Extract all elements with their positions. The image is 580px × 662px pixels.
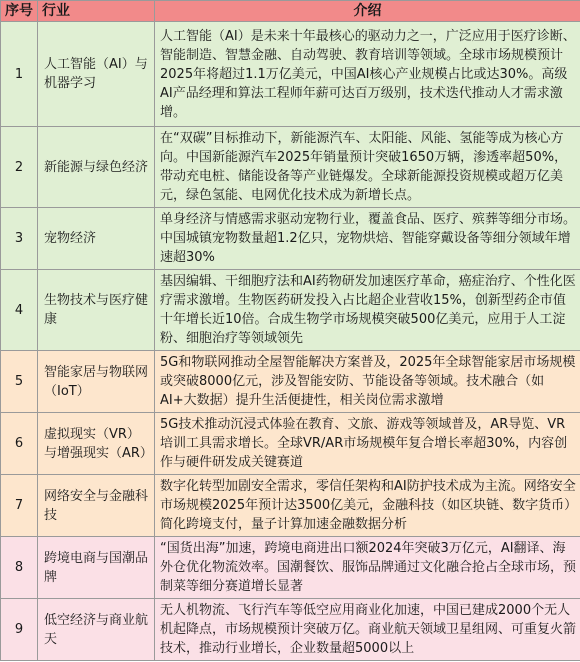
- table-row: [1, 208, 580, 270]
- row-intro: 基因编辑、干细胞疗法和AI药物研发加速医疗革命，癌症治疗、个性化医疗需求激增。生物医药研发投入占比超企业营收15%，创新型药企市值十年增长近10倍。合成生物学市场规模突破500亿美元，应用于人工淀粉、细胞治疗等领域领先: [155, 270, 580, 351]
- table-row: [1, 475, 580, 537]
- row-industry: 跨境电商与国潮品牌: [38, 537, 155, 599]
- row-industry: 新能源与绿色经济: [38, 127, 155, 208]
- row-intro: 5G技术推动沉浸式体验在教育、文旅、游戏等领域普及，AR导览、VR培训工具需求增长。全球VR/AR市场规模年复合增长率超30%，内容创作与硬件研发成关键赛道: [155, 413, 580, 475]
- table-row: [1, 270, 580, 351]
- row-number: 1: [1, 22, 38, 127]
- row-number: 2: [1, 127, 38, 208]
- row-number: 9: [1, 599, 38, 661]
- table-row: [1, 413, 580, 475]
- table-row: [1, 537, 580, 599]
- row-intro: 数字化转型加剧安全需求，零信任架构和AI防护技术成为主流。网络安全市场规模2025年预计达3500亿美元，金融科技（如区块链、数字货币）简化跨境支付，量子计算加速金融数据分析: [155, 475, 580, 537]
- row-number: 4: [1, 270, 38, 351]
- header-num: 序号: [1, 1, 38, 22]
- table-header-row: [1, 1, 580, 22]
- row-intro: 无人机物流、飞行汽车等低空应用商业化加速，中国已建成2000个无人机起降点，市场规模预计突破万亿。商业航天领域卫星组网、可重复火箭技术，推动行业增长，企业数量超5000以上: [155, 599, 580, 661]
- row-intro: 人工智能（AI）是未来十年最核心的驱动力之一，广泛应用于医疗诊断、智能制造、智慧金融、自动驾驶、教育培训等领域。全球市场规模预计2025年将超过1.1万亿美元，中国AI核心产业规模占比或达30%。高级AI产品经理和算法工程师年薪可达百万级别，技术迭代推动人才需求激增。: [155, 22, 580, 127]
- row-intro: 单身经济与情感需求驱动宠物行业，覆盖食品、医疗、殡葬等细分市场。中国城镇宠物数量超1.2亿只，宠物烘焙、智能穿戴设备等细分领域年增速超30%: [155, 208, 580, 270]
- row-industry: 虚拟现实（VR）与增强现实（AR）: [38, 413, 155, 475]
- table-row: [1, 127, 580, 208]
- row-intro: 5G和物联网推动全屋智能解决方案普及，2025年全球智能家居市场规模或突破8000亿元，涉及智能安防、节能设备等领域。技术融合（如AI+大数据）提升生活便捷性，相关岗位需求激增: [155, 351, 580, 413]
- row-number: 8: [1, 537, 38, 599]
- row-industry: 宠物经济: [38, 208, 155, 270]
- row-number: 6: [1, 413, 38, 475]
- header-intro: 介绍: [155, 1, 580, 22]
- row-number: 3: [1, 208, 38, 270]
- row-intro: “国货出海”加速，跨境电商进出口额2024年突破3万亿元，AI翻译、海外仓优化物流效率。国潮餐饮、服饰品牌通过文化融合抢占全球市场，预制菜等细分赛道增长显著: [155, 537, 580, 599]
- table-row: [1, 599, 580, 661]
- row-number: 5: [1, 351, 38, 413]
- table-row: [1, 22, 580, 127]
- row-number: 7: [1, 475, 38, 537]
- row-industry: 生物技术与医疗健康: [38, 270, 155, 351]
- table-row: [1, 351, 580, 413]
- row-industry: 智能家居与物联网（IoT）: [38, 351, 155, 413]
- row-industry: 网络安全与金融科技: [38, 475, 155, 537]
- row-industry: 人工智能（AI）与机器学习: [38, 22, 155, 127]
- row-intro: 在“双碳”目标推动下，新能源汽车、太阳能、风能、氢能等成为核心方向。中国新能源汽车2025年销量预计突破1650万辆，渗透率超50%，带动充电桩、储能设备等产业链爆发。全球新能源投资规模或超万亿美元，绿色氢能、电网优化技术成为新增长点。: [155, 127, 580, 208]
- header-industry: 行业: [38, 1, 155, 22]
- row-industry: 低空经济与商业航天: [38, 599, 155, 661]
